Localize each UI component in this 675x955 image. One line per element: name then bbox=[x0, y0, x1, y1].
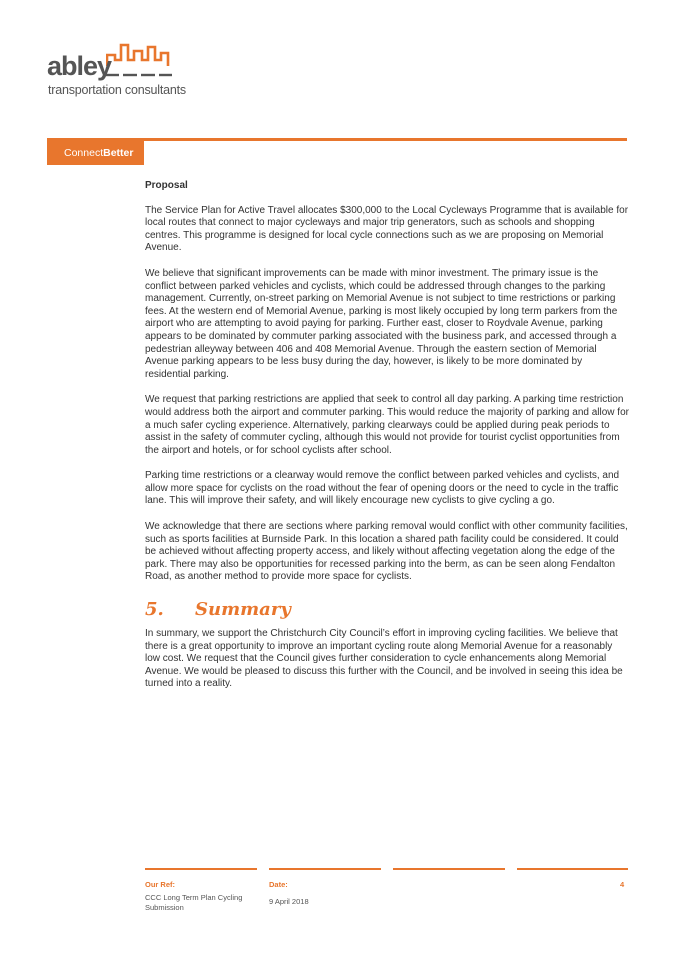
banner-prefix: Connect bbox=[64, 147, 104, 159]
footer-ref-label: Our Ref: bbox=[145, 880, 175, 889]
proposal-paragraph: We believe that significant improvements can be made with minor investment. The primary issue is the conflict between parked vehicles and cyclists, which could be addressed through changes to the parking management. Currently, on-street parking on Memorial Avenue is not subject to time restrictions or parking fees. At the western end of Memorial Avenue, parking is most likely occupied by long term parkers from the airport who are attempting to avoid paying for parking. Further east, closer to Roydvale Avenue, parking appears to be dominated by commuter parking associated with the business park, and accessed through a pedestrian alleyway between 406 and 408 Memorial Avenue. Through the eastern section of Memorial Avenue parking appears to be less busy during the day, however, is likely to be more dominated by residential parking. bbox=[145, 267, 618, 380]
footer-ref-value bbox=[145, 893, 242, 913]
summary-heading bbox=[145, 597, 630, 623]
skyline-logo-icon bbox=[106, 42, 181, 78]
footer-rule bbox=[145, 868, 257, 870]
logo-wordmark: abley bbox=[47, 51, 112, 81]
footer-date-value: 9 April 2018 bbox=[269, 897, 309, 906]
section-title: Summary bbox=[195, 598, 291, 620]
logo-tagline: transportation consultants bbox=[48, 83, 186, 97]
proposal-paragraph: Parking time restrictions or a clearway would remove the conflict between parked vehicles and cyclists, and allow more space for cyclists on the road without the fear of opening doors or the need to cycle in the traffic lane. This will improve their safety, and will likely encourage new cyclists to give cycling a go. bbox=[145, 470, 620, 507]
summary-paragraph: In summary, we support the Christchurch City Council’s effort in improving cycling facilities. We believe that there is a great opportunity to improve an important cycling route along Memorial Avenue for a reasonably low cost. We request that the Council gives further consideration to cycle enhancements along Memorial Avenue. We would be pleased to discuss this further with the Council, and be involved in seeing this idea be turned into a reality. bbox=[145, 628, 623, 690]
proposal-paragraph: We request that parking restrictions are applied that seek to control all day parking. A parking time restriction would address both the airport and commuter parking. This would reduce the majority of parking and allow for a much safer cycling experience. Alternatively, parking clearways could be applied during peak periods to assist in the safety of commuter cycling, although this would not provide for tourist cyclist opportunities from the airport and hotels, or for school cyclists after school. bbox=[145, 394, 629, 456]
footer-ref-line: Submission bbox=[145, 903, 184, 912]
page-number: 4 bbox=[620, 880, 625, 889]
proposal-paragraph: We acknowledge that there are sections where parking removal would conflict with other community facilities, such as sports facilities at Burnside Park. In this location a shared path facility could be considered. It could be achieved without affecting property access, and likely without affecting vegetation along the edge of the park. There may also be opportunities for recessed parking into the berm, as can be seen along Fendalton Road, as another method to provide more space for cyclists. bbox=[145, 521, 628, 583]
footer-date-label: Date: bbox=[269, 880, 288, 889]
footer-rule bbox=[393, 868, 505, 870]
abley-logo bbox=[47, 42, 186, 102]
document-body bbox=[145, 180, 630, 704]
proposal-heading: Proposal bbox=[145, 180, 188, 191]
proposal-paragraph: The Service Plan for Active Travel allocates $300,000 to the Local Cycleways Programme that is available for local routes that connect to major cycleways and major trip generators, such as schools and shopping centres. This programme is designed for local cycle connections such as we are proposing on Memorial Avenue. bbox=[145, 204, 629, 254]
banner-suffix: Better bbox=[103, 147, 134, 159]
section-number: 5. bbox=[145, 598, 164, 620]
footer-rule bbox=[269, 868, 381, 870]
connect-better-banner bbox=[47, 141, 144, 165]
footer-rule bbox=[517, 868, 628, 870]
footer-ref-line: CCC Long Term Plan Cycling bbox=[145, 893, 243, 902]
